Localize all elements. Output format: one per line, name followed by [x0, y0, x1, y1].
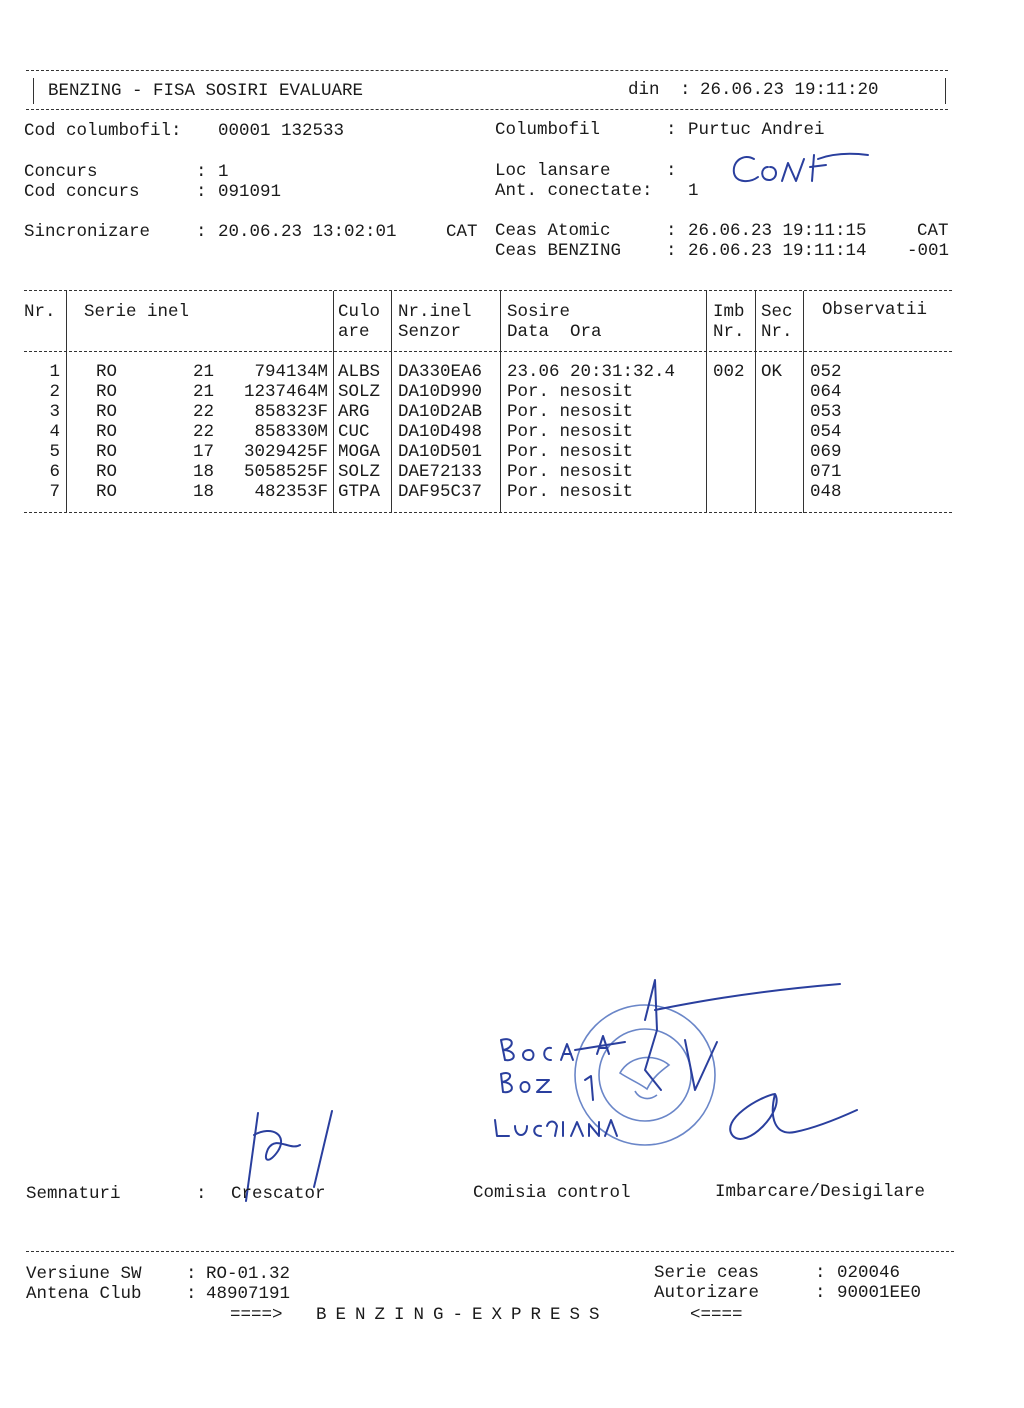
cell-obs: 053 [810, 402, 842, 422]
handwritten-commission-signatures [485, 970, 875, 1160]
header-right-border [945, 78, 946, 104]
col-divider-3 [391, 291, 392, 513]
th-sosire-1: Sosire [507, 302, 571, 322]
sincronizare-label: Sincronizare [24, 222, 151, 242]
th-nr: Nr. [24, 302, 56, 322]
cell-nr: 4 [49, 422, 60, 442]
cell-obs: 071 [810, 462, 842, 482]
cell-sosire: Por. nesosit [507, 402, 634, 422]
th-sosire-2: Data Ora [507, 322, 602, 342]
ceas-benzing-value: 26.06.23 19:11:14 [688, 241, 867, 261]
cell-tara: RO [96, 382, 118, 402]
footer-separator [26, 1251, 954, 1252]
ceas-atomic-value: 26.06.23 19:11:15 [688, 221, 867, 241]
th-imb-1: Imb [713, 302, 745, 322]
cell-nr: 5 [49, 442, 60, 462]
cell-sosire: Por. nesosit [507, 442, 634, 462]
th-serie: Serie inel [84, 302, 190, 322]
antena-value: 48907191 [206, 1284, 291, 1304]
cell-nr: 2 [49, 382, 60, 402]
columbofil-label: Columbofil [495, 120, 601, 140]
cell-inel: 5058525F [243, 462, 328, 482]
cell-tara: RO [96, 462, 118, 482]
col-divider-5 [706, 291, 707, 513]
table-header-separator [24, 351, 952, 352]
semnaturi-colon: : [196, 1184, 207, 1204]
ceas-atomic-tz: CAT [917, 221, 949, 241]
cell-tara: RO [96, 482, 118, 502]
cell-sosire: Por. nesosit [507, 422, 634, 442]
ceas-benzing-offset: -001 [907, 241, 950, 261]
cod-columbofil-value: 00001 132533 [218, 121, 345, 141]
ceas-benzing-colon: : [666, 241, 677, 261]
autorizare-label: Autorizare [654, 1283, 760, 1303]
cell-nr: 6 [49, 462, 60, 482]
cell-culoare: GTPA [338, 482, 381, 502]
header-left-border [33, 78, 34, 104]
cell-inel: 482353F [254, 482, 328, 502]
columbofil-colon: : [666, 120, 677, 140]
versiune-value: RO-01.32 [206, 1264, 291, 1284]
col-divider-4 [500, 291, 501, 513]
semnaturi-label: Semnaturi [26, 1184, 121, 1204]
cell-senzor: DA10D990 [398, 382, 483, 402]
cell-obs: 048 [810, 482, 842, 502]
cell-an: 18 [193, 462, 215, 482]
header-din-value: 26.06.23 19:11:20 [700, 80, 879, 100]
serie-ceas-colon: : [815, 1263, 826, 1283]
header-din-label: din [628, 80, 660, 100]
handwritten-conf-signature [726, 145, 876, 195]
cell-an: 18 [193, 482, 215, 502]
header-title: BENZING - FISA SOSIRI EVALUARE [48, 81, 364, 101]
cell-senzor: DA10D501 [398, 442, 483, 462]
cod-concurs-label: Cod concurs [24, 182, 140, 202]
cell-culoare: SOLZ [338, 382, 381, 402]
cell-inel: 794134M [254, 362, 328, 382]
cell-culoare: ALBS [338, 362, 381, 382]
header-bottom-border [26, 109, 948, 110]
col-divider-7 [803, 291, 804, 513]
header-top-border [26, 70, 948, 71]
cell-culoare: CUC [338, 422, 370, 442]
cod-concurs-value: 091091 [218, 182, 282, 202]
sincronizare-tz: CAT [446, 222, 478, 242]
cell-an: 22 [193, 422, 215, 442]
autorizare-value: 90001EE0 [837, 1283, 922, 1303]
cell-inel: 858323F [254, 402, 328, 422]
cell-nr: 7 [49, 482, 60, 502]
serie-ceas-value: 020046 [837, 1263, 901, 1283]
cell-nr: 1 [49, 362, 60, 382]
versiune-colon: : [186, 1264, 197, 1284]
cell-sosire: Por. nesosit [507, 482, 634, 502]
cell-tara: RO [96, 422, 118, 442]
antena-colon: : [186, 1284, 197, 1304]
header-din-colon: : [680, 80, 691, 100]
sincronizare-value: 20.06.23 13:02:01 [218, 222, 397, 242]
ant-conectate-value: 1 [688, 181, 699, 201]
th-nrinel-2: Senzor [398, 322, 462, 342]
columbofil-value: Purtuc Andrei [688, 120, 825, 140]
serie-ceas-label: Serie ceas [654, 1263, 760, 1283]
th-nrinel-1: Nr.inel [398, 302, 472, 322]
th-sec-2: Nr. [761, 322, 793, 342]
cod-concurs-colon: : [196, 182, 207, 202]
ceas-atomic-label: Ceas Atomic [495, 221, 611, 241]
ceas-atomic-colon: : [666, 221, 677, 241]
col-divider-6 [755, 291, 756, 513]
cell-an: 22 [193, 402, 215, 422]
table-top-border [24, 290, 952, 291]
th-sec-1: Sec [761, 302, 793, 322]
col-divider-2 [333, 291, 334, 513]
cell-obs: 052 [810, 362, 842, 382]
comisia-control-label: Comisia control [473, 1183, 631, 1203]
banner-right-arrow: <==== [690, 1305, 743, 1325]
banner-text: BENZING-EXPRESS [316, 1305, 609, 1325]
cell-inel: 858330M [254, 422, 328, 442]
cell-an: 17 [193, 442, 215, 462]
cell-sosire: Por. nesosit [507, 462, 634, 482]
concurs-colon: : [196, 162, 207, 182]
cell-senzor: DAF95C37 [398, 482, 483, 502]
cell-senzor: DA10D2AB [398, 402, 483, 422]
cell-obs: 064 [810, 382, 842, 402]
concurs-value: 1 [218, 162, 229, 182]
cell-inel: 3029425F [243, 442, 328, 462]
cell-senzor: DA10D498 [398, 422, 483, 442]
cell-an: 21 [193, 382, 215, 402]
cell-senzor: DAE72133 [398, 462, 483, 482]
table-bottom-border [24, 512, 952, 513]
cell-obs: 054 [810, 422, 842, 442]
cell-an: 21 [193, 362, 215, 382]
versiune-label: Versiune SW [26, 1264, 142, 1284]
autorizare-colon: : [815, 1283, 826, 1303]
cell-tara: RO [96, 442, 118, 462]
th-culoare-1: Culo [338, 302, 381, 322]
cell-sosire: 23.06 20:31:32.4 [507, 362, 676, 382]
crescator-label: Crescator [231, 1184, 326, 1204]
cell-inel: 1237464M [243, 382, 328, 402]
cell-culoare: MOGA [338, 442, 381, 462]
cell-imb: 002 [713, 362, 745, 382]
th-imb-2: Nr. [713, 322, 745, 342]
cell-culoare: SOLZ [338, 462, 381, 482]
col-divider-1 [66, 291, 67, 513]
loc-lansare-label: Loc lansare [495, 161, 611, 181]
cell-tara: RO [96, 402, 118, 422]
loc-lansare-colon: : [666, 161, 677, 181]
ceas-benzing-label: Ceas BENZING [495, 241, 622, 261]
banner-left-arrow: ====> [230, 1305, 283, 1325]
ant-conectate-label: Ant. conectate: [495, 181, 653, 201]
th-obs: Observatii [822, 300, 928, 320]
cell-obs: 069 [810, 442, 842, 462]
imbarcare-label: Imbarcare/Desigilare [715, 1182, 926, 1202]
cell-nr: 3 [49, 402, 60, 422]
sincronizare-colon: : [196, 222, 207, 242]
th-culoare-2: are [338, 322, 370, 342]
cell-sosire: Por. nesosit [507, 382, 634, 402]
cell-senzor: DA330EA6 [398, 362, 483, 382]
cell-tara: RO [96, 362, 118, 382]
antena-label: Antena Club [26, 1284, 142, 1304]
cod-columbofil-label: Cod columbofil: [24, 121, 182, 141]
cell-sec: OK [761, 362, 783, 382]
cell-culoare: ARG [338, 402, 370, 422]
concurs-label: Concurs [24, 162, 98, 182]
